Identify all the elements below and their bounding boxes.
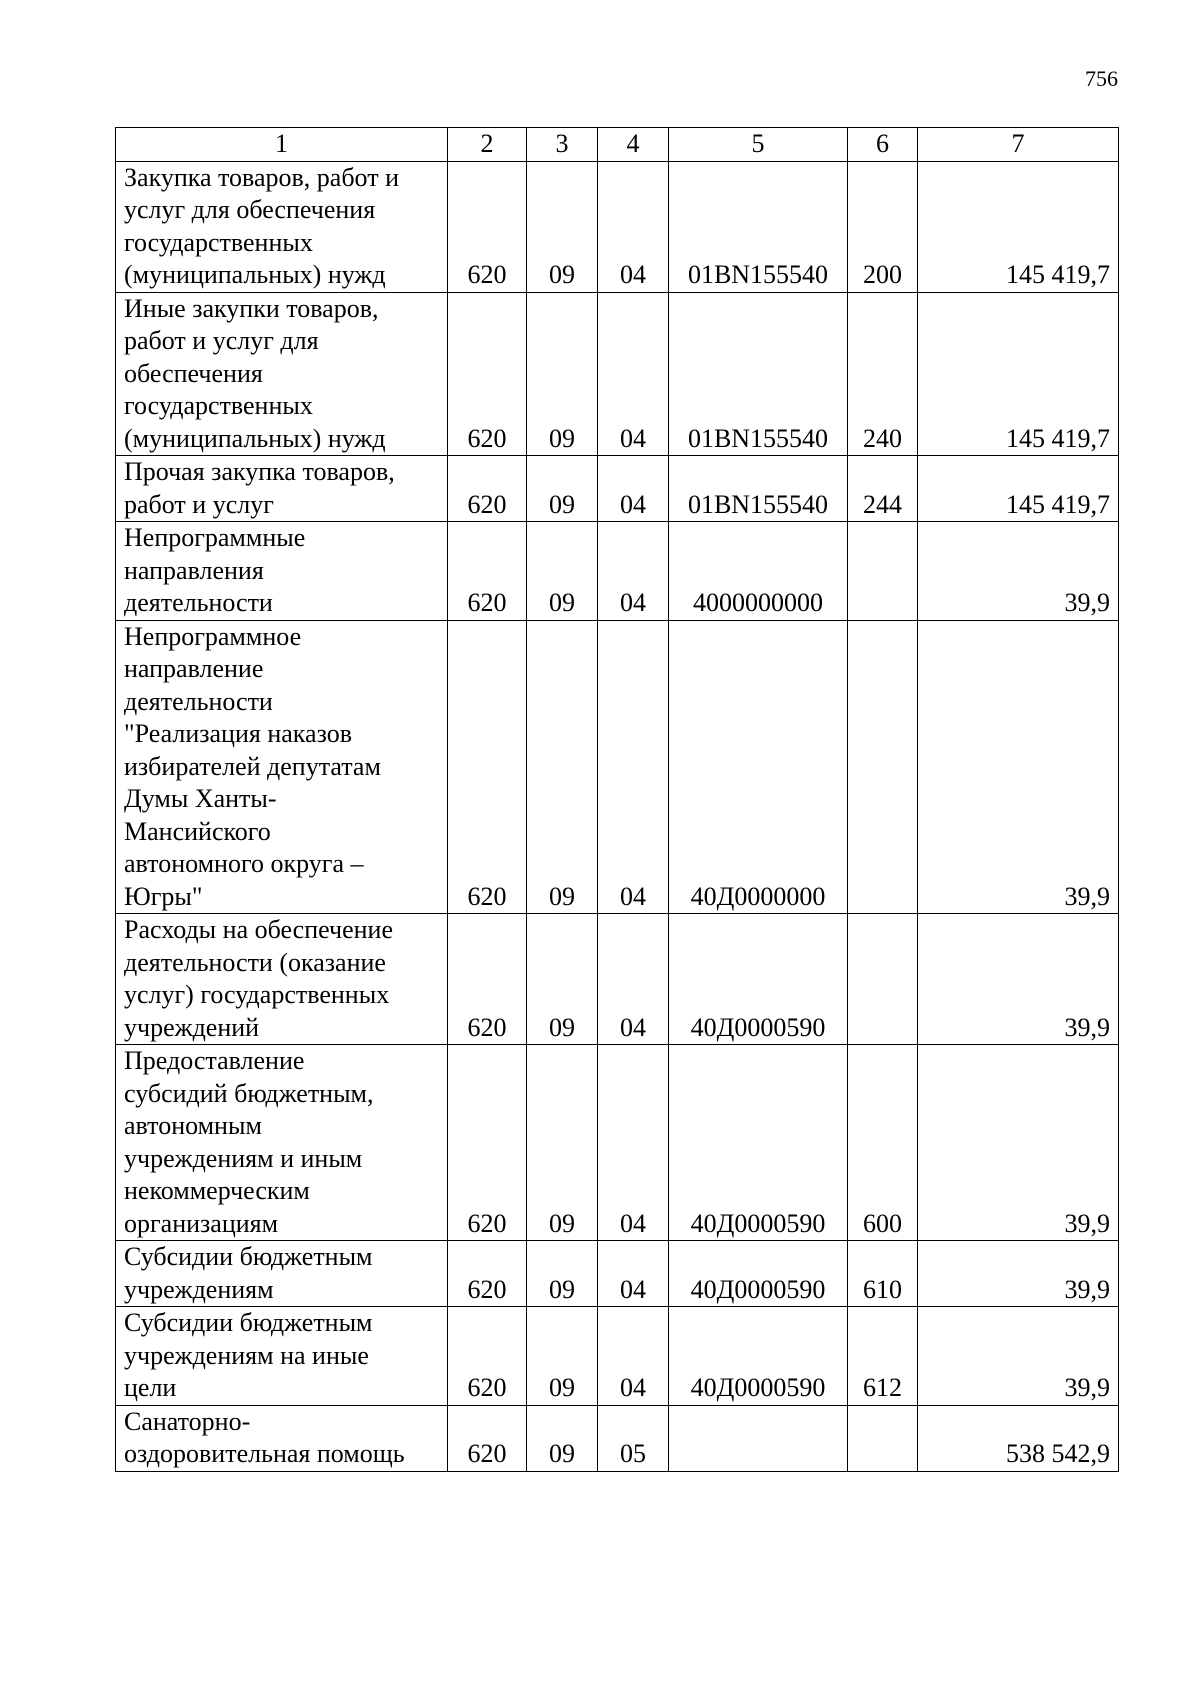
- table-row: [116, 1241, 1119, 1307]
- cell-col-7: 39,9: [918, 1307, 1119, 1406]
- table-row: [116, 1405, 1119, 1471]
- cell-col-2: 620: [448, 620, 527, 914]
- name-line: деятельности (оказание: [124, 947, 386, 977]
- name-line: Непрограммные: [124, 523, 306, 552]
- name-line: (муниципальных) нужд: [124, 423, 386, 453]
- cell-col-6: 240: [848, 292, 918, 456]
- name-line: Югры": [124, 881, 203, 911]
- table-row: [116, 620, 1119, 914]
- name-line: учреждениям на иные: [124, 1340, 369, 1370]
- name-line: Субсидии бюджетным: [124, 1242, 373, 1271]
- cell-col-1: [116, 914, 448, 1045]
- cell-col-5: 40Д0000000: [669, 620, 848, 914]
- cell-col-5: 01BN155540: [669, 161, 848, 292]
- cell-col-2: 620: [448, 522, 527, 621]
- cell-col-6: [848, 1405, 918, 1471]
- table-row: [116, 1307, 1119, 1406]
- name-line: Непрограммное: [124, 621, 302, 651]
- cell-col-1: [116, 292, 448, 456]
- cell-col-2: 620: [448, 1307, 527, 1406]
- name-line: автономного округа –: [124, 849, 364, 878]
- header-col-7: 7: [918, 128, 1119, 162]
- cell-col-7: 39,9: [918, 1045, 1119, 1241]
- cell-col-3: 09: [527, 914, 598, 1045]
- header-col-4: 4: [598, 128, 669, 162]
- table-row: [116, 292, 1119, 456]
- cell-col-6: [848, 620, 918, 914]
- cell-col-3: 09: [527, 1045, 598, 1241]
- header-col-3: 3: [527, 128, 598, 162]
- name-line: государственных: [124, 391, 313, 420]
- name-line: учреждений: [124, 1012, 260, 1042]
- cell-col-4: 04: [598, 1307, 669, 1406]
- cell-col-6: 244: [848, 456, 918, 522]
- cell-col-5: [669, 1405, 848, 1471]
- cell-col-5: 01BN155540: [669, 292, 848, 456]
- table-row: [116, 456, 1119, 522]
- cell-col-7: 39,9: [918, 1241, 1119, 1307]
- cell-col-3: 09: [527, 1241, 598, 1307]
- name-line: Иные закупки товаров,: [124, 293, 379, 323]
- name-line: работ и услуг: [124, 489, 274, 519]
- cell-col-5: 40Д0000590: [669, 1241, 848, 1307]
- cell-col-6: [848, 914, 918, 1045]
- name-line: Думы Ханты-: [124, 784, 277, 813]
- name-line: учреждениям и иным: [124, 1143, 363, 1173]
- cell-col-7: 39,9: [918, 914, 1119, 1045]
- cell-col-6: 610: [848, 1241, 918, 1307]
- cell-col-1: [116, 1045, 448, 1241]
- name-line: услуг для обеспечения: [124, 195, 376, 224]
- cell-col-6: 612: [848, 1307, 918, 1406]
- cell-col-3: 09: [527, 456, 598, 522]
- name-line: субсидий бюджетным,: [124, 1078, 374, 1108]
- cell-col-5: 40Д0000590: [669, 1045, 848, 1241]
- cell-col-5: 01BN155540: [669, 456, 848, 522]
- cell-col-4: 04: [598, 456, 669, 522]
- cell-col-6: 600: [848, 1045, 918, 1241]
- name-line: услуг) государственных: [124, 980, 390, 1009]
- cell-col-2: 620: [448, 1405, 527, 1471]
- cell-col-2: 620: [448, 914, 527, 1045]
- cell-col-3: 09: [527, 1307, 598, 1406]
- cell-col-1: [116, 456, 448, 522]
- name-line: организациям: [124, 1208, 279, 1238]
- name-line: Прочая закупка товаров,: [124, 457, 395, 486]
- cell-col-1: [116, 620, 448, 914]
- budget-table: [115, 127, 1119, 1472]
- name-line: избирателей депутатам: [124, 751, 381, 781]
- name-line: автономным: [124, 1111, 262, 1140]
- cell-col-6: 200: [848, 161, 918, 292]
- cell-col-2: 620: [448, 1241, 527, 1307]
- name-line: цели: [124, 1373, 177, 1402]
- cell-col-7: 39,9: [918, 522, 1119, 621]
- cell-col-2: 620: [448, 1045, 527, 1241]
- cell-col-4: 04: [598, 620, 669, 914]
- name-line: учреждениям: [124, 1274, 274, 1304]
- table-row: [116, 522, 1119, 621]
- cell-col-2: 620: [448, 292, 527, 456]
- name-line: деятельности: [124, 686, 273, 716]
- header-col-2: 2: [448, 128, 527, 162]
- name-line: Закупка товаров, работ и: [124, 162, 399, 192]
- table-row: [116, 1045, 1119, 1241]
- cell-col-6: [848, 522, 918, 621]
- table-body: [116, 161, 1119, 1471]
- name-line: обеспечения: [124, 358, 263, 388]
- cell-col-4: 04: [598, 1045, 669, 1241]
- name-line: Санаторно-: [124, 1406, 251, 1436]
- header-row: [116, 128, 1119, 162]
- table-row: [116, 914, 1119, 1045]
- cell-col-3: 09: [527, 522, 598, 621]
- name-line: Субсидии бюджетным: [124, 1308, 373, 1337]
- cell-col-7: 145 419,7: [918, 456, 1119, 522]
- name-line: деятельности: [124, 588, 273, 617]
- cell-col-7: 538 542,9: [918, 1405, 1119, 1471]
- cell-col-4: 05: [598, 1405, 669, 1471]
- name-line: оздоровительная помощь: [124, 1439, 405, 1468]
- cell-col-3: 09: [527, 292, 598, 456]
- page-number: 756: [1085, 66, 1118, 91]
- cell-col-2: 620: [448, 456, 527, 522]
- name-line: Предоставление: [124, 1046, 305, 1075]
- cell-col-5: 4000000000: [669, 522, 848, 621]
- cell-col-3: 09: [527, 161, 598, 292]
- cell-col-7: 145 419,7: [918, 292, 1119, 456]
- cell-col-1: [116, 1405, 448, 1471]
- cell-col-1: [116, 161, 448, 292]
- cell-col-4: 04: [598, 292, 669, 456]
- name-line: направление: [124, 654, 264, 683]
- cell-col-1: [116, 1241, 448, 1307]
- cell-col-4: 04: [598, 914, 669, 1045]
- name-line: работ и услуг для: [124, 326, 319, 355]
- name-line: Расходы на обеспечение: [124, 915, 394, 944]
- cell-col-4: 04: [598, 522, 669, 621]
- name-line: "Реализация наказов: [124, 719, 352, 748]
- cell-col-5: 40Д0000590: [669, 1307, 848, 1406]
- name-line: государственных: [124, 227, 313, 257]
- header-col-5: 5: [669, 128, 848, 162]
- cell-col-1: [116, 522, 448, 621]
- cell-col-2: 620: [448, 161, 527, 292]
- cell-col-5: 40Д0000590: [669, 914, 848, 1045]
- cell-col-7: 145 419,7: [918, 161, 1119, 292]
- name-line: направления: [124, 555, 264, 585]
- cell-col-4: 04: [598, 161, 669, 292]
- name-line: (муниципальных) нужд: [124, 260, 386, 289]
- cell-col-4: 04: [598, 1241, 669, 1307]
- cell-col-3: 09: [527, 1405, 598, 1471]
- table-row: [116, 161, 1119, 292]
- name-line: Мансийского: [124, 816, 271, 846]
- cell-col-7: 39,9: [918, 620, 1119, 914]
- name-line: некоммерческим: [124, 1176, 310, 1205]
- cell-col-3: 09: [527, 620, 598, 914]
- cell-col-1: [116, 1307, 448, 1406]
- header-col-1: 1: [116, 128, 448, 162]
- header-col-6: 6: [848, 128, 918, 162]
